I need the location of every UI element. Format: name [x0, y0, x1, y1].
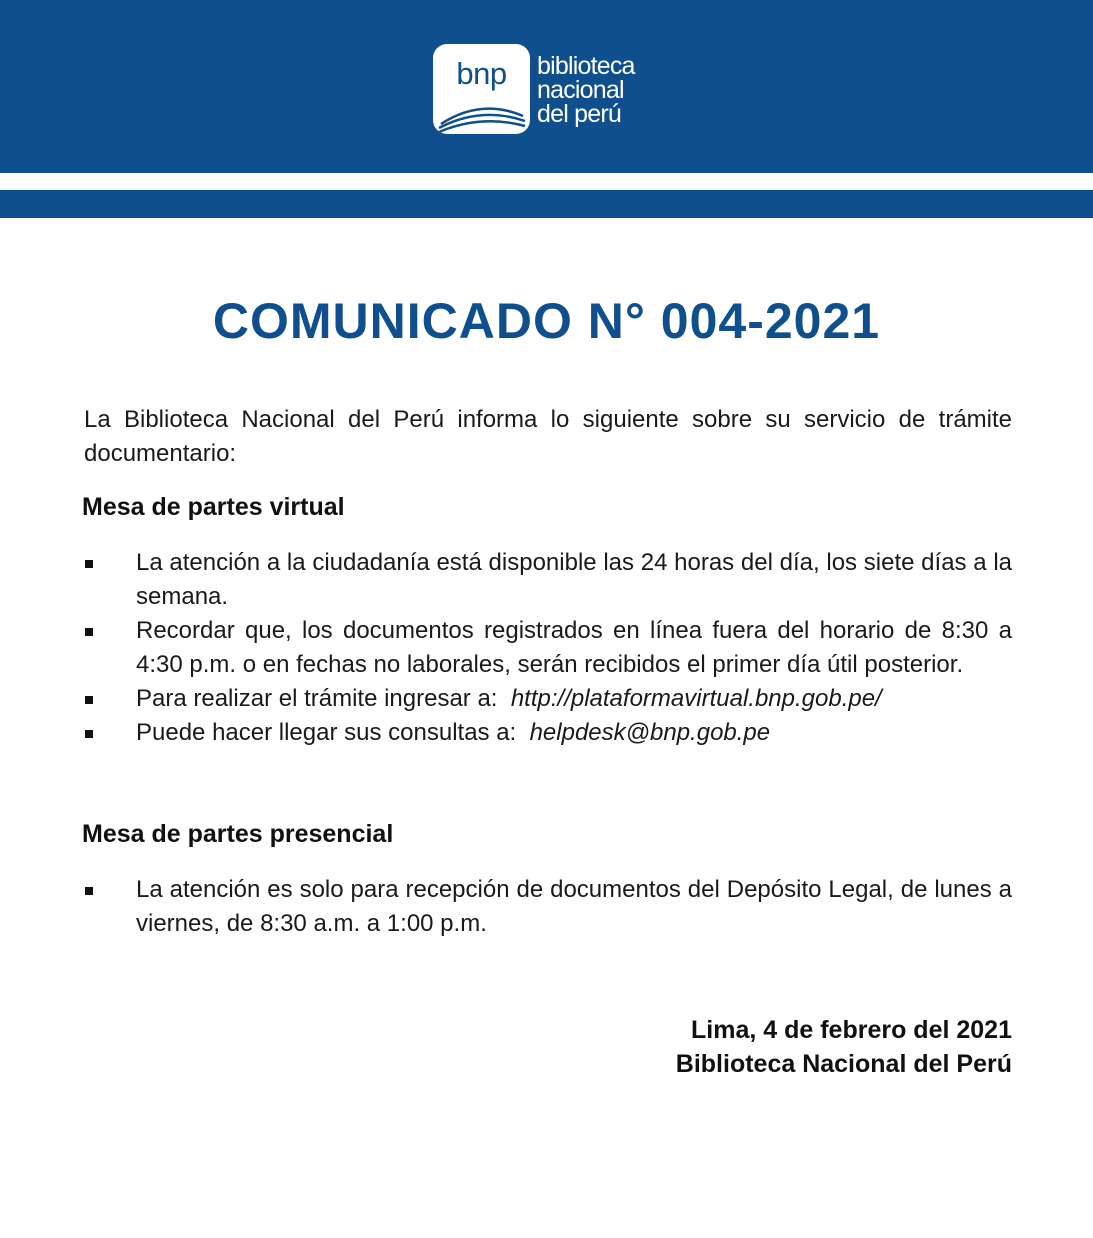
list-item: [84, 546, 1012, 614]
signature-organization: Biblioteca Nacional del Perú: [675, 1050, 1012, 1078]
logo-badge-text: bnp: [456, 56, 507, 91]
bullet-square-icon: [85, 560, 93, 568]
bullet-square-icon: [85, 628, 93, 636]
section-heading-virtual: Mesa de partes virtual: [82, 493, 345, 521]
list-item-text: Recordar que, los documentos registrados en línea fuera del horario de 8:30 a 4:30 p.m. o en fechas no laborales, serán recibidos el primer día útil posterior.: [136, 617, 1012, 678]
list-item-text: Puede hacer llegar sus consultas a:: [136, 719, 517, 746]
virtual-list: [84, 546, 1012, 750]
list-item: [84, 614, 1012, 682]
section-heading-presencial: Mesa de partes presencial: [82, 820, 394, 848]
logo-badge: [433, 44, 530, 134]
header-banner: [0, 0, 1093, 173]
intro-paragraph: La Biblioteca Nacional del Perú informa lo siguiente sobre su servicio de trámite documentario:: [84, 406, 1012, 467]
logo-name-line-1: biblioteca: [537, 52, 635, 80]
list-item-text: La atención es solo para recepción de documentos del Depósito Legal, de lunes a viernes, de 8:30 a.m. a 1:00 p.m.: [136, 876, 1012, 937]
presencial-list: [84, 873, 1012, 941]
book-waves-icon: [433, 94, 530, 134]
document-title: COMUNICADO N° 004-2021: [212, 293, 881, 349]
header-stripe: [0, 190, 1093, 218]
bullet-square-icon: [85, 696, 93, 704]
bullet-square-icon: [85, 730, 93, 738]
list-item-text: La atención a la ciudadanía está disponible las 24 horas del día, los siete días a la semana.: [136, 549, 1012, 610]
logo-name-line-2: nacional: [537, 76, 624, 104]
platform-link[interactable]: http://plataformavirtual.bnp.gob.pe/: [510, 685, 882, 712]
logo-name-line-3: del perú: [537, 100, 621, 128]
list-item-text: Para realizar el trámite ingresar a:: [136, 685, 498, 712]
bnp-logo: [433, 44, 673, 136]
signature-place-date: Lima, 4 de febrero del 2021: [691, 1016, 1012, 1044]
helpdesk-email-link[interactable]: helpdesk@bnp.gob.pe: [529, 719, 771, 746]
logo-name: [537, 54, 635, 126]
bullet-square-icon: [85, 887, 93, 895]
list-item: [84, 873, 1012, 941]
signature-block: [676, 1013, 1012, 1081]
list-item: [84, 716, 1012, 750]
list-item: [84, 682, 1012, 716]
